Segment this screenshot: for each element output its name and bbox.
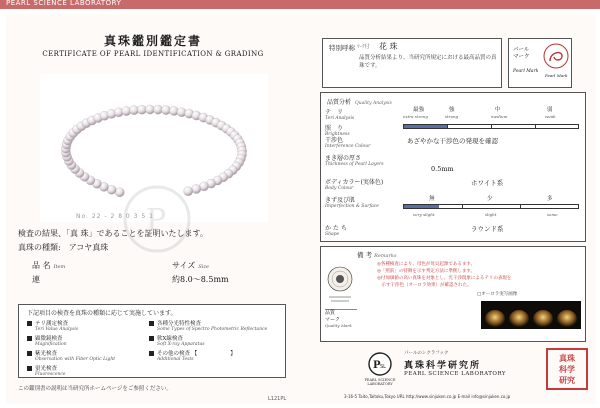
pearl-kind-value: アコヤ真珠 xyxy=(68,243,109,252)
certificate-title-jp: 真珠鑑別鑑定書 xyxy=(103,34,202,48)
kizu-tick-en: very slight xyxy=(413,212,435,217)
pearl-mark-badge-caption: Pearl Mark xyxy=(545,73,568,78)
psl-logo-icon xyxy=(368,352,392,376)
test-item xyxy=(149,334,279,347)
quality-analysis-box xyxy=(320,92,586,242)
teri-tick: 弱 xyxy=(547,107,553,113)
svg-text:P: P xyxy=(373,360,381,371)
special-designation-sub: ﾏｰｸ付 xyxy=(357,44,370,50)
row-label-en: Shape xyxy=(325,232,340,237)
lab-tagline: パールのシクラフック xyxy=(404,351,449,356)
scale-cell xyxy=(492,125,536,128)
pearl-mark-label: パール マーク xyxy=(513,47,530,60)
scale-cell xyxy=(463,205,521,208)
interference-value: あざやかな干渉色の発現を確認 xyxy=(407,137,498,145)
tests-box xyxy=(18,304,286,378)
row-label: きず及び肌 xyxy=(325,197,356,204)
test-name-en: Soft X-ray Apparatus xyxy=(157,342,205,347)
certification-statement: 検査の結果、「真 珠」であることを証明いたします。 xyxy=(18,229,208,238)
check-square-icon xyxy=(27,351,32,356)
special-designation-note: 品質分析結果より、当研究所規定における最高品質の真珠です。 xyxy=(359,55,497,69)
right-page xyxy=(312,14,596,404)
kizu-tick: 多 xyxy=(547,196,553,202)
test-item xyxy=(27,334,157,347)
test-item xyxy=(27,349,157,362)
pearl-bead xyxy=(161,106,170,115)
test-name: その他の検査 xyxy=(157,351,191,357)
quality-mark-label xyxy=(325,309,357,341)
quality-mark-en: Quality Mark xyxy=(325,323,352,328)
pearl-bead xyxy=(192,184,201,193)
teri-tick-en: extra strong xyxy=(403,114,428,119)
kizu-tick: 無 xyxy=(429,196,435,202)
remarks-title-jp: 備 考 xyxy=(357,251,373,259)
aurora-photo xyxy=(481,301,581,329)
pearl-kind-label: 真珠の種類: xyxy=(18,243,61,252)
lab-name-en: PEARL SCIENCE LABORATORY xyxy=(404,371,507,377)
check-square-icon xyxy=(27,366,32,371)
test-item xyxy=(149,319,279,332)
test-name: 軟X線検査 xyxy=(157,336,183,342)
pearl-mark-badge-icon xyxy=(543,43,569,69)
item-label-en: Item xyxy=(53,264,66,270)
test-name-en: Some Types of Spectro Photometric Reflectance xyxy=(157,327,268,332)
test-name: 各種分光特性検査 xyxy=(157,321,202,327)
shape-value: ラウンド系 xyxy=(471,225,504,233)
size-label: サイズ xyxy=(172,261,196,270)
check-square-icon xyxy=(27,321,32,326)
teri-tick-en: weak xyxy=(545,114,556,119)
body-colour-value: ホワイト系 xyxy=(471,179,504,187)
check-square-icon xyxy=(149,351,154,356)
pearl-bead xyxy=(153,105,162,114)
teri-tick-en: medium xyxy=(491,114,508,119)
svg-text:P: P xyxy=(146,203,167,238)
row-label-en: Interference Colour xyxy=(325,144,371,149)
teri-tick: 最強 xyxy=(413,107,425,113)
item-label: 品 名 xyxy=(32,261,51,270)
aurora-image xyxy=(481,301,581,329)
kizu-tick: 少 xyxy=(487,196,493,202)
imperfection-scale-bar xyxy=(403,204,579,209)
footnote: この鑑別書の説明は当研究所ホームページをご参照ください。 xyxy=(18,386,172,392)
size-value: 約8.0～8.5mm xyxy=(172,275,229,284)
tests-heading: 下記項目の検査を真珠の種類に応じて実施しています。 xyxy=(27,310,177,317)
quality-row-teri xyxy=(325,107,354,121)
certificate-title-en: CERTIFICATE OF PEARL IDENTIFICATION & GRADING xyxy=(42,50,264,58)
thickness-value: 0.5mm xyxy=(431,165,454,173)
quality-row-shape xyxy=(325,223,347,237)
test-item xyxy=(27,319,157,332)
teri-tick: 強 xyxy=(449,107,455,113)
left-page xyxy=(6,14,300,404)
remark-line: ◎「照前」の特徴を示す判定方法に準拠します。 xyxy=(377,269,476,274)
row-label-en: Body Colour xyxy=(325,186,354,191)
scale-cell xyxy=(404,205,463,208)
check-square-icon xyxy=(149,336,154,341)
test-name: テリ測定検査 xyxy=(35,321,69,327)
test-name-en: Observation with Fiber Optic Light xyxy=(35,357,116,362)
check-square-icon xyxy=(27,336,32,341)
lab-seal-stamp: 真珠 科学 研究 xyxy=(546,348,588,390)
check-square-icon xyxy=(149,321,154,326)
row-label-en: Thickness of Pearl Layers xyxy=(325,162,384,167)
remarks-title-en: Remarks xyxy=(374,253,397,259)
scale-cell xyxy=(404,125,448,128)
row-label: まき層の厚さ xyxy=(325,155,362,162)
size-label-en: Size xyxy=(198,264,209,270)
row-label: か た ち xyxy=(325,225,347,232)
teri-tick-en: strong xyxy=(445,114,459,119)
test-name-en: Additional Tests xyxy=(157,357,194,362)
row-label: テ リ xyxy=(325,109,344,116)
test-name: 顕微鏡検査 xyxy=(35,336,63,342)
top-banner-label: PEARL SCIENCE LABORATORY xyxy=(6,0,122,7)
lab-name-jp: 真珠科学研究所 xyxy=(404,361,482,371)
special-designation-value: 花 珠 xyxy=(379,42,398,51)
top-banner xyxy=(0,0,600,9)
row-label: ボディカラー(実体色) xyxy=(325,179,384,186)
row-label: 干渉色 xyxy=(325,137,344,144)
pearl-layers-icon xyxy=(325,265,355,305)
quality-row-interference xyxy=(325,135,370,149)
special-designation-box xyxy=(322,38,502,88)
test-name-en: Fluorescence xyxy=(35,372,66,377)
row-label: 照 り xyxy=(325,125,344,132)
lab-address: 3-16-5 Taito,Taitoku,Tokyo URL http://www.sinjuken.co.jp E-mail info@sinjuken.co.jp xyxy=(344,394,511,399)
special-designation-label: 特別呼称 xyxy=(329,44,355,52)
row-label-en: Brightness xyxy=(325,132,350,137)
quality-heading-jp: 品質分析 xyxy=(327,99,352,106)
remark-line: ◎各種検査により、母色が母貝起源であるます。 xyxy=(377,262,476,267)
pearl-mark-box xyxy=(508,38,572,88)
item-value: 連 xyxy=(32,275,40,284)
remarks-title xyxy=(357,250,397,259)
quality-mark-jp: 品質 マーク xyxy=(325,310,341,323)
svg-text:SL: SL xyxy=(380,364,386,370)
kizu-tick-en: some xyxy=(547,212,558,217)
scale-cell xyxy=(448,125,492,128)
pearl-mark-label-en: Pearl Mark xyxy=(513,69,539,74)
teri-scale-bar xyxy=(403,124,579,129)
item-label-cell xyxy=(32,260,65,271)
size-label-cell xyxy=(172,260,209,271)
row-label-en: Imperfection & Surface xyxy=(325,204,379,209)
pearl-kind-row xyxy=(18,242,116,253)
remarks-box xyxy=(320,246,586,342)
test-name-en: Magnification xyxy=(35,342,67,347)
psl-logo-label: PEARL SCIENCE LABORATORY xyxy=(364,378,396,386)
quality-row-thickness xyxy=(325,153,384,167)
document-code: L121PL xyxy=(268,396,287,402)
test-name: 紫光検査 xyxy=(35,351,58,357)
certificate-number: No. 22 - 2 8 0 3 5 1 xyxy=(76,213,154,220)
remark-line: 示す干渉色（オーロラ効果）が確認された。 xyxy=(377,283,472,288)
quality-row-body-colour xyxy=(325,177,383,191)
quality-heading-en: Quality Analysis xyxy=(355,101,392,106)
quality-row-imperfection xyxy=(325,195,379,209)
pearl-bead xyxy=(137,105,146,114)
row-label-en: Teri Analysis xyxy=(325,116,355,121)
test-item: その他の検査 【 】 Additional Tests xyxy=(149,349,279,362)
teri-tick: 中 xyxy=(495,107,501,113)
test-name: 蛍光検査 xyxy=(35,366,58,372)
test-item xyxy=(27,364,157,377)
pearl-bead xyxy=(145,105,154,114)
quality-analysis-heading xyxy=(327,97,392,106)
kizu-tick-en: slight xyxy=(485,212,497,217)
aurora-image-label: □オーロラ実写画像 xyxy=(477,292,518,297)
remark-line: ◎付加価値の高い真珠を対象とし、光干渉現象によるテリの表現を xyxy=(377,276,512,281)
test-name-en: Teri Value Analysis xyxy=(35,327,79,332)
